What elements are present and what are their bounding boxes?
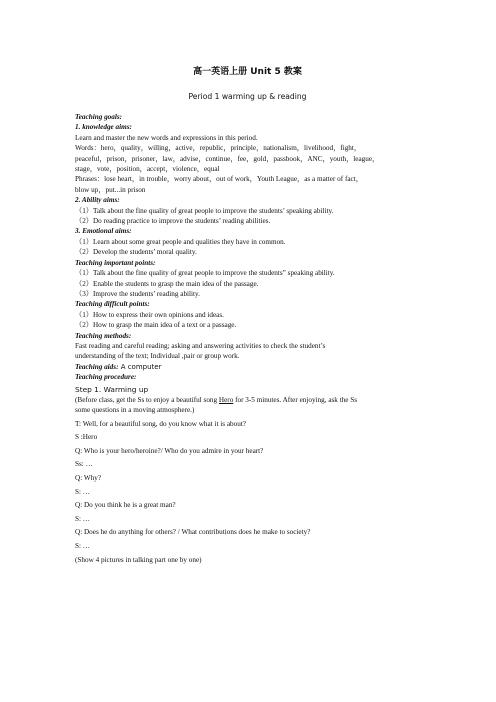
difficult-points-heading: Teaching difficult points: <box>75 300 150 309</box>
ability-aims-heading: 2. Ability aims: <box>75 196 120 205</box>
dialogue-line: S: … <box>75 541 90 550</box>
knowledge-aims-heading: 1. knowledge aims: <box>75 123 132 132</box>
dialogue-line: Q: Why? <box>75 473 102 482</box>
document-subtitle: Period 1 warming up & reading <box>188 92 307 101</box>
difficult-point: （1）How to express their own opinions and ideas. <box>75 310 224 319</box>
knowledge-intro: Learn and master the new words and expressions in this period. <box>75 133 258 142</box>
words-line: Words：hero，quality，willing，active，republic，principle，nationalism，livelihood，fight， <box>75 144 362 153</box>
goals-heading: Teaching goals: <box>75 113 123 121</box>
warmup-intro: (Before class, get the Ss to enjoy a beautiful song Hero for 3-5 minutes. After enjoying, ask the Ss <box>75 395 358 404</box>
words-line: stage，vote，position，accept，violence，equal <box>75 165 220 174</box>
phrases-line: blow up，put...in prison <box>75 185 146 194</box>
dialogue-line: Ss: … <box>75 460 93 469</box>
dialogue-line: T: Well, for a beautiful song, do you know what it is about? <box>75 419 246 428</box>
dialogue-line: Q: Do you think he is a great man? <box>75 501 176 510</box>
emotional-aims-heading: 3. Emotional aims: <box>75 227 132 236</box>
methods-text: understanding of the text; Individual ,pair or group work. <box>75 352 240 361</box>
aids-line <box>75 362 420 372</box>
document-body <box>75 66 420 565</box>
important-point: （1）Talk about the fine quality of great people to improve the students” speaking ability. <box>75 269 335 278</box>
emotional-item: （2）Develop the students’ moral quality. <box>75 248 197 257</box>
methods-heading: Teaching methods: <box>75 331 132 340</box>
dialogue-line: S: … <box>75 487 90 496</box>
words-line: peaceful，prison，prisoner，law，advise，continue，fee，gold，passbook，ANC，youth，league， <box>75 154 380 163</box>
step-1-heading: Step 1. Warming up <box>75 384 149 394</box>
important-points-heading: Teaching important points: <box>75 258 156 267</box>
ability-item: （1）Talk about the fine quality of great people to improve the students’ speaking ability. <box>75 206 334 215</box>
dialogue-line: Q: Who is your hero/heroine?/ Who do you admire in your heart? <box>75 446 264 455</box>
document-title: 高一英语上册 Unit 5 教案 <box>193 67 302 77</box>
song-title: Hero <box>218 395 234 404</box>
difficult-point: （2）How to grasp the main idea of a text or a passage. <box>75 321 237 330</box>
methods-text: Fast reading and careful reading; asking and answering activities to check the student’s <box>75 341 326 350</box>
warmup-intro-cont: some questions in a moving atmosphere.) <box>75 405 195 414</box>
emotional-item: （1）Learn about some great people and qualities they have in common. <box>75 237 286 246</box>
important-point: （3）Improve the students’ reading ability. <box>75 289 200 298</box>
procedure-heading: Teaching procedure: <box>75 373 137 382</box>
phrases-line: Phrases：lose heart，in trouble，worry about，out of work，Youth League，as a matter of fact， <box>75 175 363 184</box>
aids-text: A computer <box>118 362 162 371</box>
important-point: （2）Enable the students to grasp the main idea of the passage. <box>75 279 259 288</box>
dialogue-line: S: … <box>75 514 90 523</box>
aids-heading: Teaching aids: <box>75 362 119 371</box>
dialogue-line: (Show 4 pictures in talking part one by one) <box>75 555 202 564</box>
dialogue-line: S :Hero <box>75 433 98 442</box>
dialogue-line: Q: Does he do anything for others? / What contributions does he make to society? <box>75 528 311 537</box>
ability-item: （2）Do reading practice to improve the students’ reading abilities. <box>75 217 271 226</box>
